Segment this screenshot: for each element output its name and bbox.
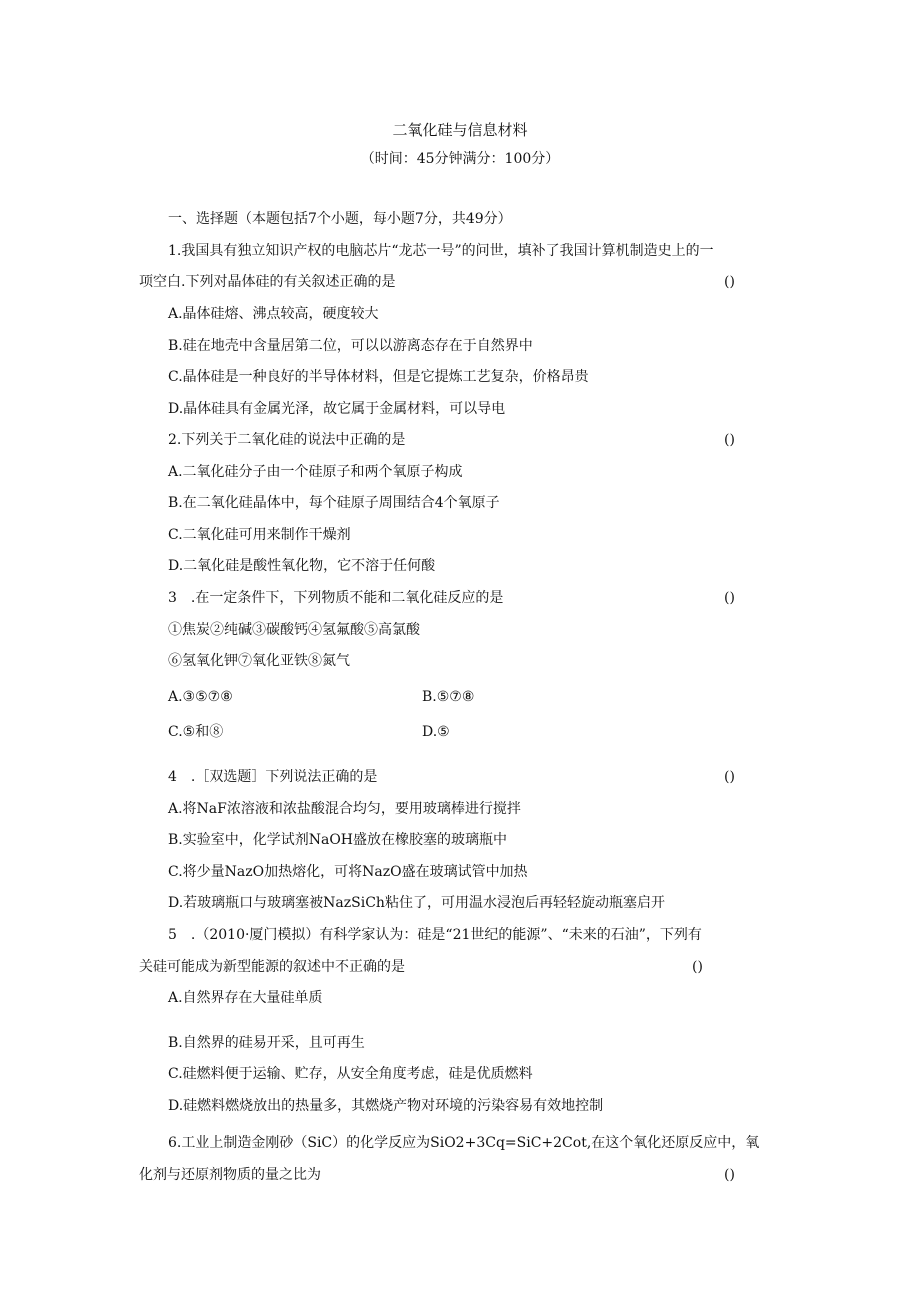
q3-option-b: B.⑤⑦⑧ xyxy=(422,689,475,705)
q5-stem-line-1: 5 .（2010·厦门模拟）有科学家认为：硅是“21世纪的能源”、“未来的石油”，下列有 xyxy=(168,927,702,943)
q5-option-d: D.硅燃料燃烧放出的热量多，其燃烧产物对环境的污染容易有效地控制 xyxy=(168,1098,604,1114)
q6-answer-blank: () xyxy=(724,1167,735,1183)
q5-option-c: C.硅燃料便于运输、贮存，从安全角度考虑，硅是优质燃料 xyxy=(168,1066,533,1082)
q3-option-c: C.⑤和⑧ xyxy=(168,724,224,740)
q2-option-c: C.二氧化硅可用来制作干燥剂 xyxy=(168,527,351,543)
q1-option-b: B.硅在地壳中含量居第二位，可以以游离态存在于自然界中 xyxy=(168,338,533,354)
q2-answer-blank: () xyxy=(724,432,735,448)
q1-stem-line-1: 1.我国具有独立知识产权的电脑芯片“龙芯一号”的问世，填补了我国计算机制造史上的一 xyxy=(168,243,714,259)
q4-option-b: B.实验室中，化学试剂NaOH盛放在橡胶塞的玻璃瓶中 xyxy=(168,832,508,848)
q4-option-c: C.将少量NazO加热熔化，可将NazO盛在玻璃试管中加热 xyxy=(168,864,528,880)
q3-option-d: D.⑤ xyxy=(422,724,450,740)
q2-option-d: D.二氧化硅是酸性氧化物，它不溶于任何酸 xyxy=(168,558,436,574)
q2-option-b: B.在二氧化硅晶体中，每个硅原子周围结合4个氧原子 xyxy=(168,495,500,511)
q1-answer-blank: () xyxy=(724,274,735,290)
q4-answer-blank: () xyxy=(724,769,735,785)
page-subtitle: （时间：45分钟满分：100分） xyxy=(360,151,560,167)
q6-stem-line-1: 6.工业上制造金刚砂（SiC）的化学反应为SiO2+3Cq=SiC+2Cot,在这个氧化还原反应中，氧 xyxy=(168,1135,760,1151)
q5-option-b: B.自然界的硅易开采，且可再生 xyxy=(168,1035,365,1051)
page-title: 二氧化硅与信息材料 xyxy=(392,121,528,139)
q1-stem-line-2: 项空白.下列对晶体硅的有关叙述正确的是 xyxy=(139,274,396,290)
q5-answer-blank: () xyxy=(692,959,703,975)
q3-option-a: A.③⑤⑦⑧ xyxy=(168,689,233,705)
section-heading: 一、选择题（本题包括7个小题，每小题7分，共49分） xyxy=(168,211,512,227)
q2-option-a: A.二氧化硅分子由一个硅原子和两个氧原子构成 xyxy=(168,464,463,480)
q3-items-line-2: ⑥氢氧化钾⑦氧化亚铁⑧氮气 xyxy=(168,653,350,669)
q4-option-a: A.将NaF浓溶液和浓盐酸混合均匀，要用玻璃棒进行搅拌 xyxy=(168,801,521,817)
q1-option-d: D.晶体硅具有金属光泽，故它属于金属材料，可以导电 xyxy=(168,401,506,417)
q4-option-d: D.若玻璃瓶口与玻璃塞被NazSiCh粘住了，可用温水浸泡后再轻轻旋动瓶塞启开 xyxy=(168,895,665,911)
q4-stem: 4 .［双选题］下列说法正确的是 xyxy=(168,769,378,785)
q3-answer-blank: () xyxy=(724,590,735,606)
q3-items-line-1: ①焦炭②纯碱③碳酸钙④氢氟酸⑤高氯酸 xyxy=(168,622,420,638)
q5-stem-line-2: 关硅可能成为新型能源的叙述中不正确的是 xyxy=(139,959,405,975)
q5-option-a: A.自然界存在大量硅单质 xyxy=(168,990,323,1006)
q1-option-a: A.晶体硅熔、沸点较高，硬度较大 xyxy=(168,306,379,322)
q3-stem: 3 .在一定条件下，下列物质不能和二氧化硅反应的是 xyxy=(168,590,504,606)
q6-stem-line-2: 化剂与还原剂物质的量之比为 xyxy=(139,1167,321,1183)
q1-option-c: C.晶体硅是一种良好的半导体材料，但是它提炼工艺复杂，价格昂贵 xyxy=(168,369,589,385)
q2-stem: 2.下列关于二氧化硅的说法中正确的是 xyxy=(168,432,406,448)
